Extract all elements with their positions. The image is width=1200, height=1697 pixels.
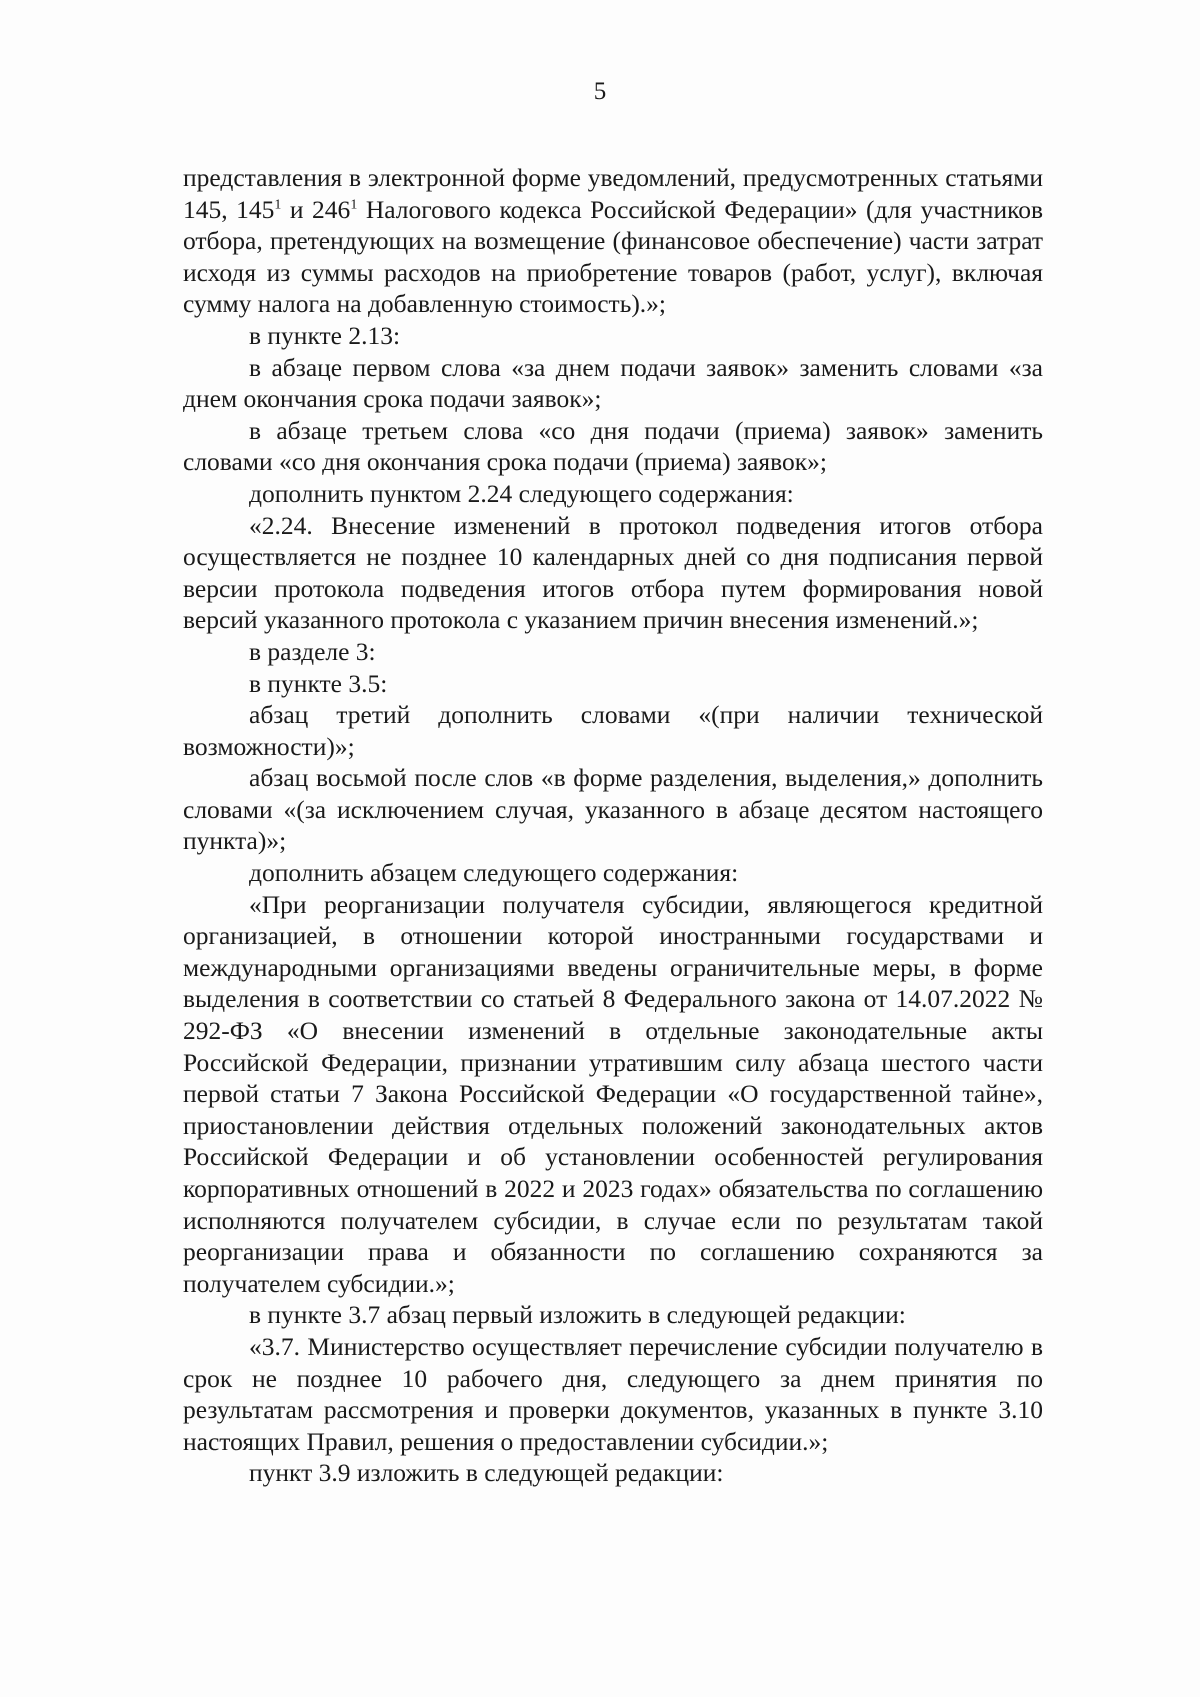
paragraph: «3.7. Министерство осуществляет перечисление субсидии получателю в срок не позднее 10 рабочего дня, следующего за днем принятия по результатам рассмотрения и проверки документов, указанных в пункте 3.10 настоящих Правил, решения о предоставлении субсидии.»; bbox=[183, 1331, 1043, 1456]
paragraph: в абзаце третьем слова «со дня подачи (приема) заявок» заменить словами «со дня окончания срока подачи (приема) заявок»; bbox=[183, 415, 1043, 477]
paragraph: дополнить пунктом 2.24 следующего содержания: bbox=[249, 478, 794, 508]
paragraph: пункт 3.9 изложить в следующей редакции: bbox=[249, 1458, 724, 1488]
superscript: 1 bbox=[274, 197, 282, 213]
document-body bbox=[183, 162, 1043, 1489]
text-span: Налогового кодекса Российской Федерации» (для участников отбора, претендующих на возмещение (финансовое обеспечение) части затрат исходя из суммы расходов на приобретение товаров (работ, услуг), включая сумму налога на добавленную стоимость).»; bbox=[183, 194, 1043, 319]
paragraph: в пункте 3.7 абзац первый изложить в следующей редакции: bbox=[249, 1300, 906, 1330]
paragraph: в пункте 2.13: bbox=[249, 320, 401, 350]
text-span: и 246 bbox=[281, 194, 351, 224]
paragraph: абзац восьмой после слов «в форме разделения, выделения,» дополнить словами «(за исключением случая, указанного в абзаце десятом настоящего пункта)»; bbox=[183, 763, 1043, 856]
paragraph: в абзаце первом слова «за днем подачи заявок» заменить словами «за днем окончания срока подачи заявок»; bbox=[183, 352, 1043, 414]
paragraph: в пункте 3.5: bbox=[249, 668, 388, 698]
paragraph: «2.24. Внесение изменений в протокол подведения итогов отбора осуществляется не позднее 10 календарных дней со дня подписания первой версии протокола подведения итогов отбора путем формирования новой версий указанного протокола с указанием причин внесения изменений.»; bbox=[183, 510, 1043, 635]
superscript: 1 bbox=[350, 197, 358, 213]
paragraph: дополнить абзацем следующего содержания: bbox=[249, 858, 739, 888]
paragraph: абзац третий дополнить словами «(при наличии технической возможности)»; bbox=[183, 700, 1043, 761]
paragraph-continuation bbox=[183, 162, 1043, 320]
text-span: представления в электронной форме уведомлений, предусмотренных статьями 145, 145 bbox=[183, 163, 1043, 224]
paragraph: в разделе 3: bbox=[249, 636, 376, 666]
paragraph: «При реорганизации получателя субсидии, являющегося кредитной организацией, в отношении которой иностранными государствами и международными организациями введены ограничительные меры, в форме выделения в соответствии со статьей 8 Федерального закона от 14.07.2022 № 292-ФЗ «О внесении изменений в отдельные законодательные акты Российской Федерации, признании утратившим силу абзаца шестого части первой статьи 7 Закона Российской Федерации «О государственной тайне», приостановлении действия отдельных положений законодательных актов Российской Федерации и об установлении особенностей регулирования корпоративных отношений в 2022 и 2023 годах» обязательства по соглашению исполняются получателем субсидии, в случае если по результатам такой реорганизации права и обязанности по соглашению сохраняются за получателем субсидии.»; bbox=[183, 889, 1043, 1298]
page-number: 5 bbox=[593, 78, 607, 105]
